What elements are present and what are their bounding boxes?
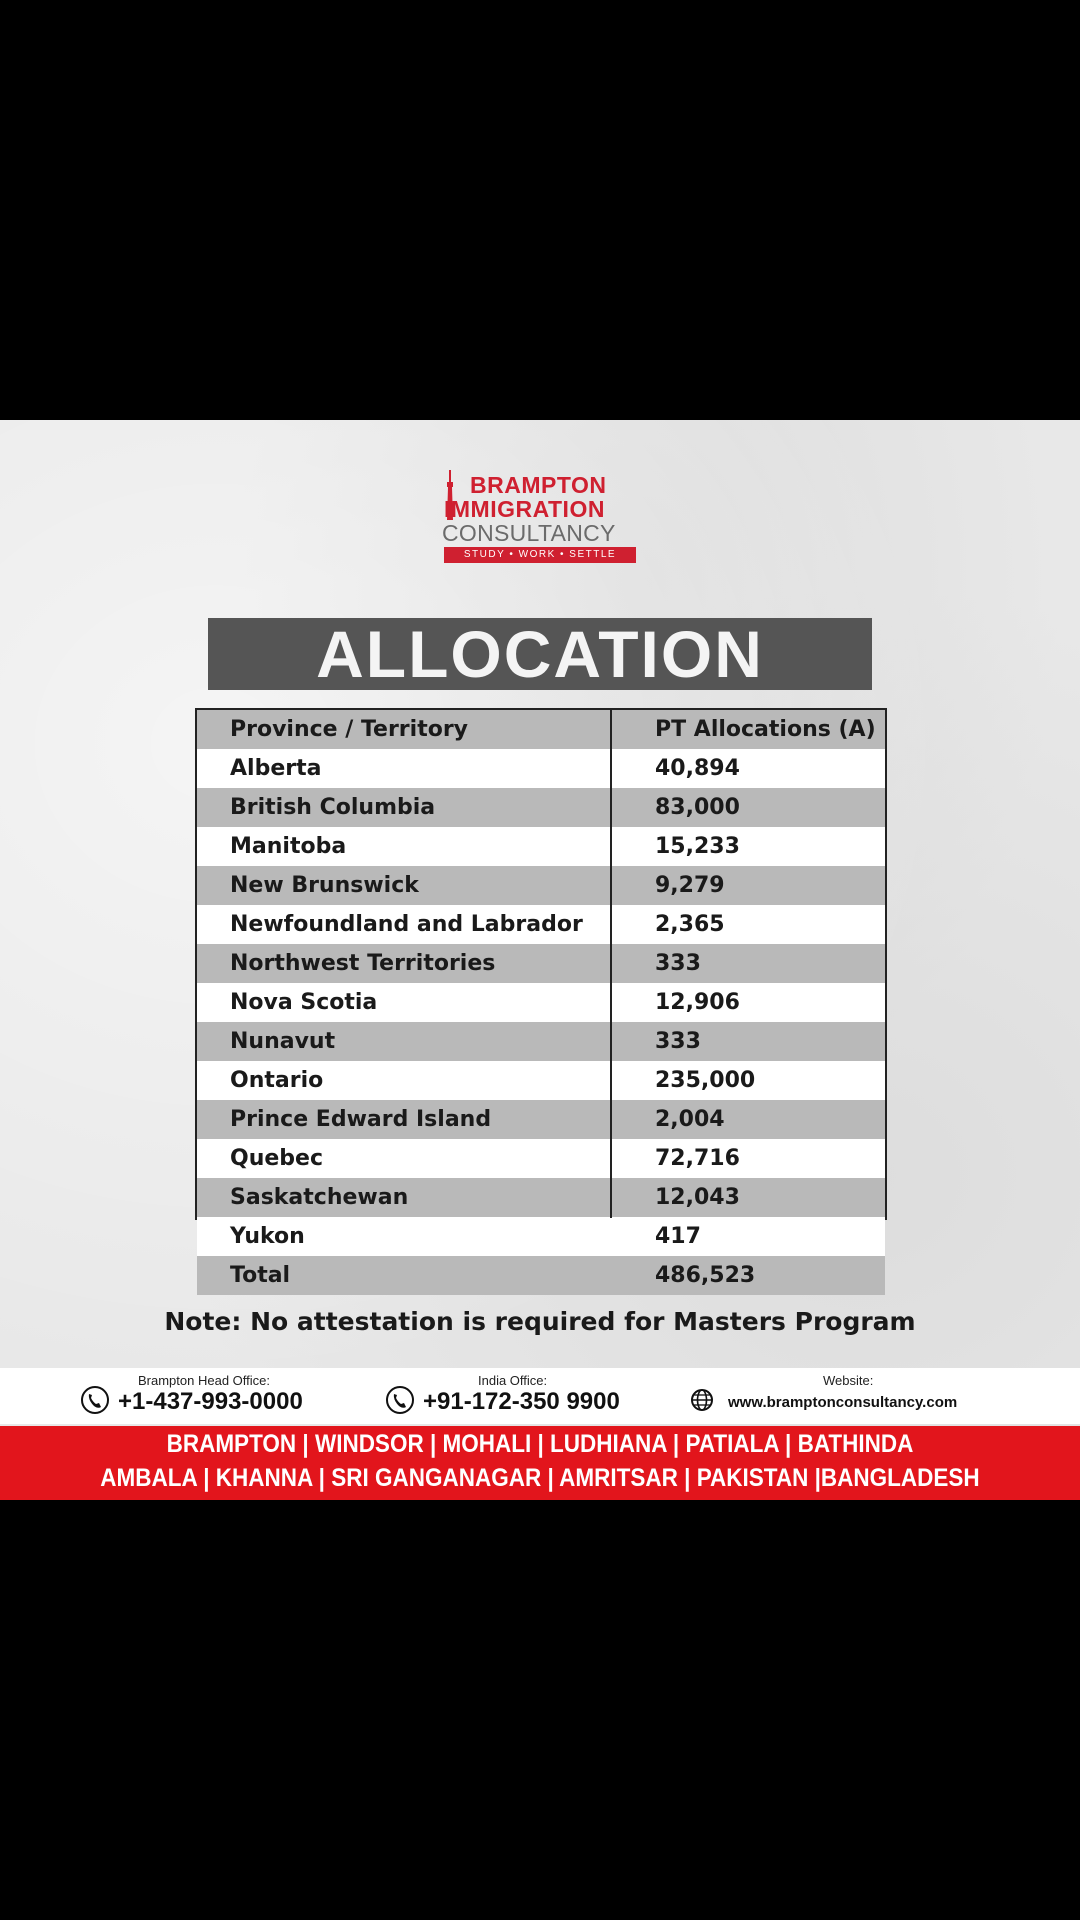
table-row <box>197 866 885 905</box>
phone-icon <box>80 1385 110 1415</box>
allocation-cell: 12,043 <box>655 1185 740 1210</box>
brand-tagline: STUDY • WORK • SETTLE <box>444 547 636 563</box>
province-cell: Prince Edward Island <box>230 1107 492 1132</box>
allocation-cell: 12,906 <box>655 990 740 1015</box>
allocation-cell: 2,365 <box>655 912 725 937</box>
province-cell: Manitoba <box>230 834 347 859</box>
india-office-phone[interactable]: +91-172-350 9900 <box>423 1388 620 1415</box>
cities-line-1: BRAMPTON | WINDSOR | MOHALI | LUDHIANA | PATIALA | BATHINDA <box>166 1430 914 1458</box>
page-title: ALLOCATION <box>208 618 872 690</box>
allocation-cell: 333 <box>655 1029 701 1054</box>
allocation-cell: 9,279 <box>655 873 725 898</box>
allocation-cell: 15,233 <box>655 834 740 859</box>
header-allocation: PT Allocations (A) <box>655 717 876 742</box>
table-row <box>197 1178 885 1217</box>
allocation-cell: 235,000 <box>655 1068 756 1093</box>
brand-line-1: BRAMPTON <box>470 472 607 498</box>
province-cell: British Columbia <box>230 795 436 820</box>
table-row <box>197 1217 885 1256</box>
table-row <box>197 749 885 788</box>
header-province: Province / Territory <box>230 717 469 742</box>
contact-strip <box>0 1368 1080 1424</box>
column-divider <box>610 710 612 1218</box>
province-cell: Northwest Territories <box>230 951 496 976</box>
brand-line-3: CONSULTANCY <box>442 520 616 546</box>
cities-strip <box>0 1426 1080 1500</box>
website-link[interactable]: www.bramptonconsultancy.com <box>728 1394 958 1411</box>
province-cell: Alberta <box>230 756 322 781</box>
india-office-contact <box>385 1368 665 1424</box>
phone-icon <box>385 1385 415 1415</box>
allocation-cell: 2,004 <box>655 1107 725 1132</box>
table-header-row <box>197 710 885 749</box>
table-row <box>197 1022 885 1061</box>
province-cell: Newfoundland and Labrador <box>230 912 583 937</box>
head-office-phone[interactable]: +1-437-993-0000 <box>118 1388 303 1415</box>
allocation-cell: 40,894 <box>655 756 740 781</box>
table-row <box>197 944 885 983</box>
table-row <box>197 1061 885 1100</box>
province-cell: Nunavut <box>230 1029 336 1054</box>
allocation-cell: 486,523 <box>655 1263 756 1288</box>
india-office-label: India Office: <box>478 1373 548 1388</box>
province-cell: Total <box>230 1263 291 1288</box>
head-office-label: Brampton Head Office: <box>138 1373 270 1388</box>
province-cell: New Brunswick <box>230 873 419 898</box>
table-row <box>197 1139 885 1178</box>
province-cell: Ontario <box>230 1068 324 1093</box>
allocation-cell: 417 <box>655 1224 701 1249</box>
allocation-cell: 333 <box>655 951 701 976</box>
province-cell: Quebec <box>230 1146 323 1171</box>
brand-logo <box>440 470 640 565</box>
province-cell: Yukon <box>230 1224 305 1249</box>
brand-line-2: IMMIGRATION <box>444 496 605 522</box>
globe-icon <box>690 1388 714 1412</box>
table-row <box>197 788 885 827</box>
allocation-cell: 72,716 <box>655 1146 740 1171</box>
table-row <box>197 827 885 866</box>
cities-line-2: AMBALA | KHANNA | SRI GANGANAGAR | AMRITSAR | PAKISTAN |BANGLADESH <box>100 1464 980 1492</box>
province-cell: Saskatchewan <box>230 1185 409 1210</box>
province-cell: Nova Scotia <box>230 990 378 1015</box>
poster <box>0 420 1080 1500</box>
note-text: Note: No attestation is required for Masters Program <box>164 1307 916 1336</box>
head-office-contact <box>80 1368 340 1424</box>
allocation-table <box>195 708 887 1288</box>
table-row <box>197 983 885 1022</box>
website-label: Website: <box>823 1373 874 1388</box>
table-row <box>197 905 885 944</box>
table-row <box>197 1100 885 1139</box>
table-row <box>197 1256 885 1295</box>
website-contact <box>690 1368 990 1424</box>
allocation-cell: 83,000 <box>655 795 740 820</box>
